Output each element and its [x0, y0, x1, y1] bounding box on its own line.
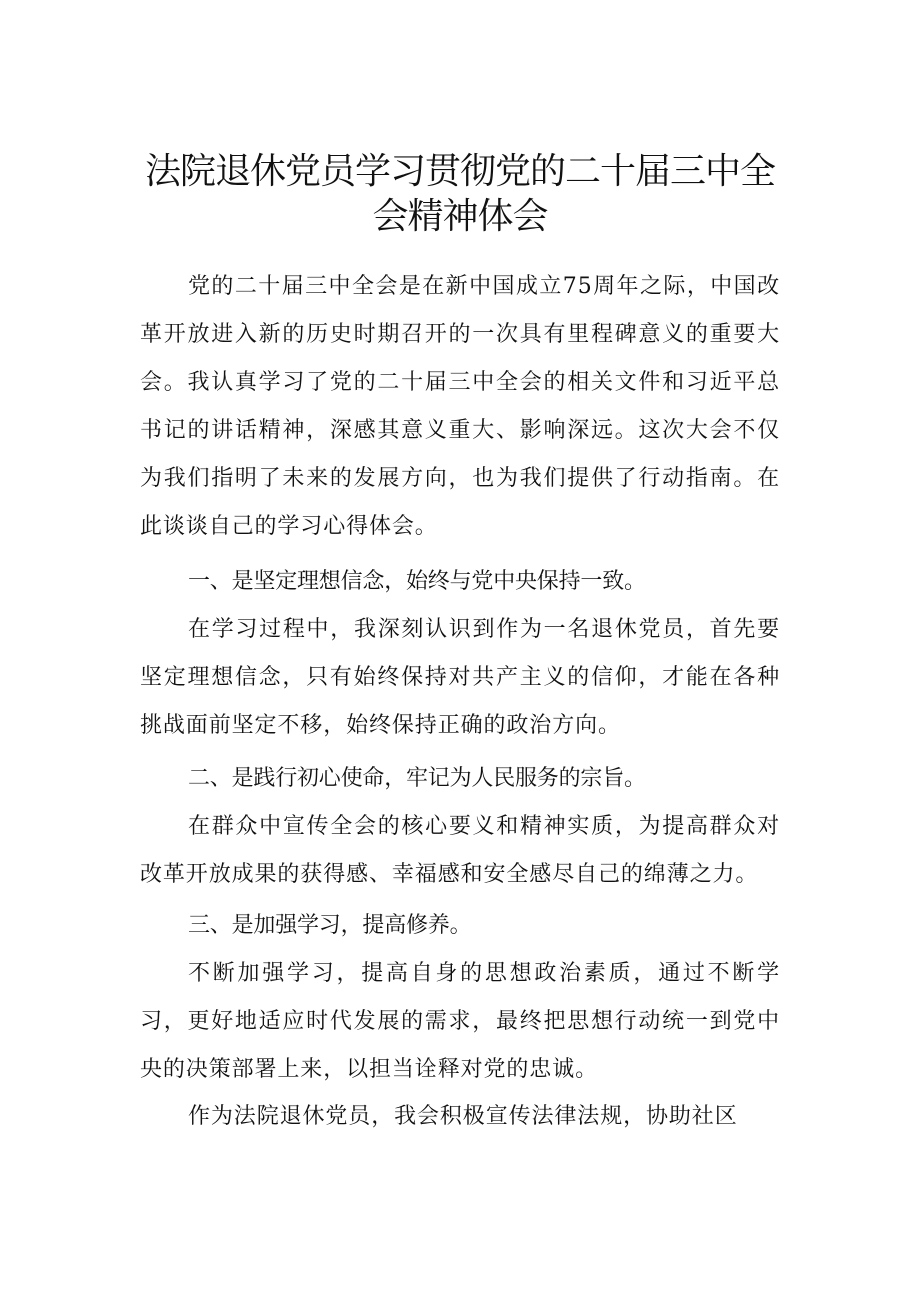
- title-line-1: 法院退休党员学习贯彻党的二十届三中全: [144, 151, 775, 192]
- section-1-paragraph: 在学习过程中，我深刻认识到作为一名退休党员，首先要坚定理想信念，只有始终保持对共产主义的信仰，才能在各种挑战面前坚定不移，始终保持正确的政治方向。: [140, 617, 780, 738]
- section-2-heading: 二、是践行初心使命，牢记为人民服务的宗旨。: [188, 766, 646, 791]
- closing-paragraph: 作为法院退休党员，我会积极宣传法律法规，协助社区: [188, 1104, 738, 1129]
- title-line-2: 会精神体会: [372, 196, 548, 237]
- section-2-paragraph: 在群众中宣传全会的核心要义和精神实质，为提高群众对改革开放成果的获得感、幸福感和安全感尽自己的绵薄之力。: [140, 814, 780, 887]
- section-3-heading: 三、是加强学习，提高修养。: [188, 913, 472, 938]
- section-1-heading: 一、是坚定理想信念，始终与党中央保持一致。: [188, 569, 646, 594]
- intro-paragraph: 党的二十届三中全会是在新中国成立75周年之际，中国改革开放进入新的历史时期召开的一次具有里程碑意义的重要大会。我认真学习了党的二十届三中全会的相关文件和习近平总书记的讲话精神，深感其意义重大、影响深远。这次大会不仅为我们指明了未来的发展方向，也为我们提供了行动指南。在此谈谈自己的学习心得体会。: [140, 274, 780, 539]
- section-3-paragraph: 不断加强学习，提高自身的思想政治素质，通过不断学习，更好地适应时代发展的需求，最终把思想行动统一到党中央的决策部署上来，以担当诠释对党的忠诚。: [140, 961, 780, 1082]
